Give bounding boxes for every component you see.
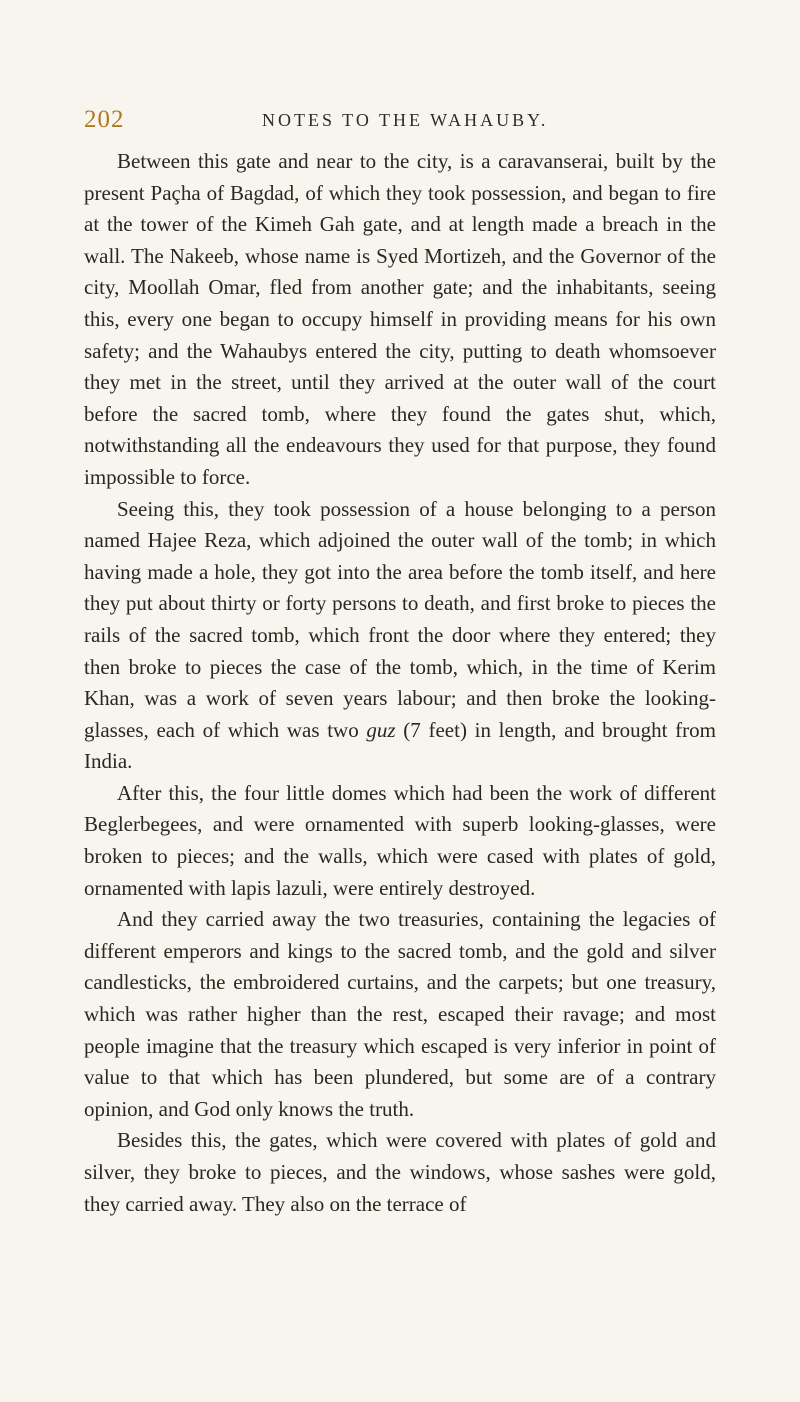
running-title: NOTES TO THE WAHAUBY. [262,110,549,130]
paragraph-3: After this, the four little domes which had been the work of different Beglerbegees, and were ornamented with superb looking-glasses, were broken to pieces; and the walls, which were cased with plates of gold, ornamented with lapis lazuli, were entirely destroyed. [84,780,716,900]
running-head [84,106,716,140]
body-text [84,146,716,1220]
paragraph-2-text-after: (7 feet) in length, and brought from India. [84,717,716,774]
page-number: 202 [84,106,125,133]
paragraph-1: Between this gate and near to the city, is a caravanserai, built by the present Paçha of Bagdad, of which they took possession, and began to fire at the tower of the Kimeh Gah gate, and at length made a breach in the wall. The Nakeeb, whose name is Syed Mortizeh, and the Governor of the city, Moollah Omar, fled from another gate; and the inhabitants, seeing this, every one began to occupy himself in providing means for his own safety; and the Wahaubys entered the city, putting to death whomsoever they met in the street, until they arrived at the outer wall of the court before the sacred tomb, where they found the gates shut, which, notwithstanding all the endeavours they used for that purpose, they found impossible to force. [84,149,716,489]
paragraph-2-text-before: Seeing this, they took possession of a house belonging to a person named Hajee Reza, which adjoined the outer wall of the tomb; in which having made a hole, they got into the area before the tomb itself, and here they put about thirty or forty persons to death, and first broke to pieces the rails of the sacred tomb, which front the door where they entered; they then broke to pieces the case of the tomb, which, in the time of Kerim Khan, was a work of seven years labour; and then broke the looking-glasses, each of which was two [84,496,716,742]
paragraph-5: Besides this, the gates, which were covered with plates of gold and silver, they broke to pieces, and the windows, whose sashes were gold, they carried away. They also on the terrace of [84,1128,716,1216]
paragraph-4: And they carried away the two treasuries, containing the legacies of different emperors and kings to the sacred tomb, and the gold and silver candlesticks, the embroidered curtains, and the carpets; but one treasury, which was rather higher than the rest, escaped their ravage; and most people imagine that the treasury which escaped is very inferior in point of value to that which has been plundered, but some are of a contrary opinion, and God only knows the truth. [84,907,716,1121]
paragraph-2 [84,494,716,778]
italic-term-guz: guz [366,717,396,742]
